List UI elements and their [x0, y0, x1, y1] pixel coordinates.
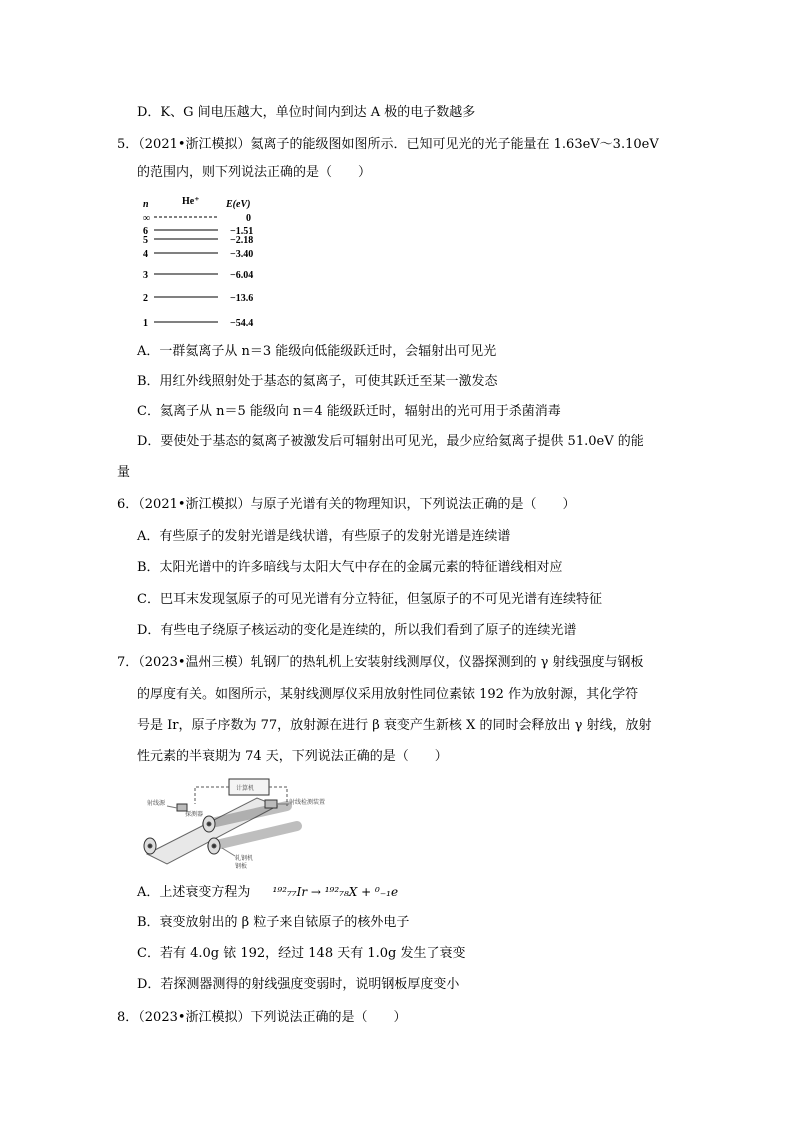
q7-option-b: B．衰变放射出的 β 粒子来自铱原子的核外电子	[137, 915, 410, 930]
q7-decay-equation: ¹⁹²₇₇Ir → ¹⁹²₇₈X + ⁰₋₁e	[272, 885, 399, 899]
q4-option-d: D．K、G 间电压越大，单位时间内到达 A 极的电子数越多	[137, 105, 476, 120]
q7-option-a-label: A．上述衰变方程为	[137, 885, 251, 900]
figure-label-plate: 钢板	[235, 863, 248, 870]
q7-option-d: D．若探测器测得的射线强度变弱时，说明钢板厚度变小	[137, 977, 460, 992]
level-energy-label: −54.4	[230, 318, 254, 329]
level-energy-label: 0	[246, 213, 251, 224]
thickness-gauge-figure	[137, 776, 362, 876]
q6-option-d: D．有些电子绕原子核运动的变化是连续的，所以我们看到了原子的连续光谱	[137, 623, 577, 638]
level-n-label: 6	[143, 226, 148, 237]
figure-label-detector-device: 射线检测装置	[289, 799, 326, 806]
level-n-label: 2	[143, 293, 148, 304]
q6-option-c: C．巴耳末发现氢原子的可见光谱有分立特征，但氢原子的不可见光谱有连续特征	[137, 592, 602, 607]
figure-label-detector: 探测器	[185, 811, 204, 818]
q8-stem: 8．（2023•浙江模拟）下列说法正确的是（ ）	[117, 1010, 407, 1025]
q5-stem-line1: 5．（2021•浙江模拟）氦离子的能级图如图所示．已知可见光的光子能量在 1.63eV～3.10eV	[117, 137, 659, 152]
level-n-label: 3	[143, 270, 148, 281]
q5-option-b: B．用红外线照射处于基态的氦离子，可使其跃迁至某一激发态	[137, 374, 498, 389]
diagram-title: He⁺	[182, 196, 200, 207]
q7-stem-line2: 的厚度有关。如图所示，某射线测厚仪采用放射性同位素铱 192 作为放射源，其化学符	[137, 687, 639, 702]
level-energy-label: −6.04	[230, 270, 254, 281]
level-energy-label: −3.40	[230, 249, 254, 260]
q7-option-c: C．若有 4.0g 铱 192，经过 148 天有 1.0g 发生了衰变	[137, 946, 466, 961]
q5-option-d-line2: 量	[117, 465, 131, 480]
q6-option-b: B．太阳光谱中的许多暗线与太阳大气中存在的金属元素的特征谱线相对应	[137, 560, 563, 575]
q7-stem-line4: 性元素的半衰期为 74 天，下列说法正确的是（ ）	[137, 749, 448, 764]
level-n-label: 1	[143, 318, 148, 329]
detector-device	[265, 800, 277, 808]
q5-option-a: A．一群氦离子从 n＝3 能级向低能级跃迁时，会辐射出可见光	[137, 344, 497, 359]
q5-option-c: C．氦离子从 n＝5 能级向 n＝4 能级跃迁时，辐射出的光可用于杀菌消毒	[137, 404, 561, 419]
signal-line-left	[195, 787, 229, 804]
figure-label-mill: 轧钢机	[235, 855, 254, 862]
q5-option-d-line1: D．要使处于基态的氦离子被激发后可辐射出可见光，最少应给氦离子提供 51.0eV 的能	[137, 434, 644, 449]
helium-energy-level-diagram	[140, 194, 270, 336]
diagram-e-header: E(eV)	[226, 199, 251, 210]
q7-stem-line3: 号是 Ir，原子序数为 77，放射源在进行 β 衰变产生新核 X 的同时会释放出 γ 射线，放射	[137, 718, 652, 733]
q6-option-a: A．有些原子的发射光谱是线状谱，有些原子的发射光谱是连续谱	[137, 529, 511, 544]
level-energy-label: −1.51	[230, 226, 254, 237]
q7-option-a	[137, 883, 398, 902]
q5-stem-line2: 的范围内，则下列说法正确的是（ ）	[137, 165, 372, 180]
level-n-label: 5	[143, 235, 148, 246]
q7-stem-line1: 7．（2023•温州三模）轧钢厂的热轧机上安装射线测厚仪，仪器探测到的 γ 射线强度与钢板	[117, 655, 644, 670]
level-energy-label: −2.18	[230, 235, 254, 246]
level-energy-label: −13.6	[230, 293, 254, 304]
figure-label-computer: 计算机	[236, 785, 255, 792]
level-n-label: ∞	[143, 213, 151, 224]
q6-stem: 6．（2021•浙江模拟）与原子光谱有关的物理知识，下列说法正确的是（ ）	[117, 497, 576, 512]
diagram-n-header: n	[143, 199, 149, 210]
figure-label-source: 射线源	[147, 800, 166, 807]
source-device	[177, 804, 187, 811]
level-n-label: 4	[143, 249, 148, 260]
